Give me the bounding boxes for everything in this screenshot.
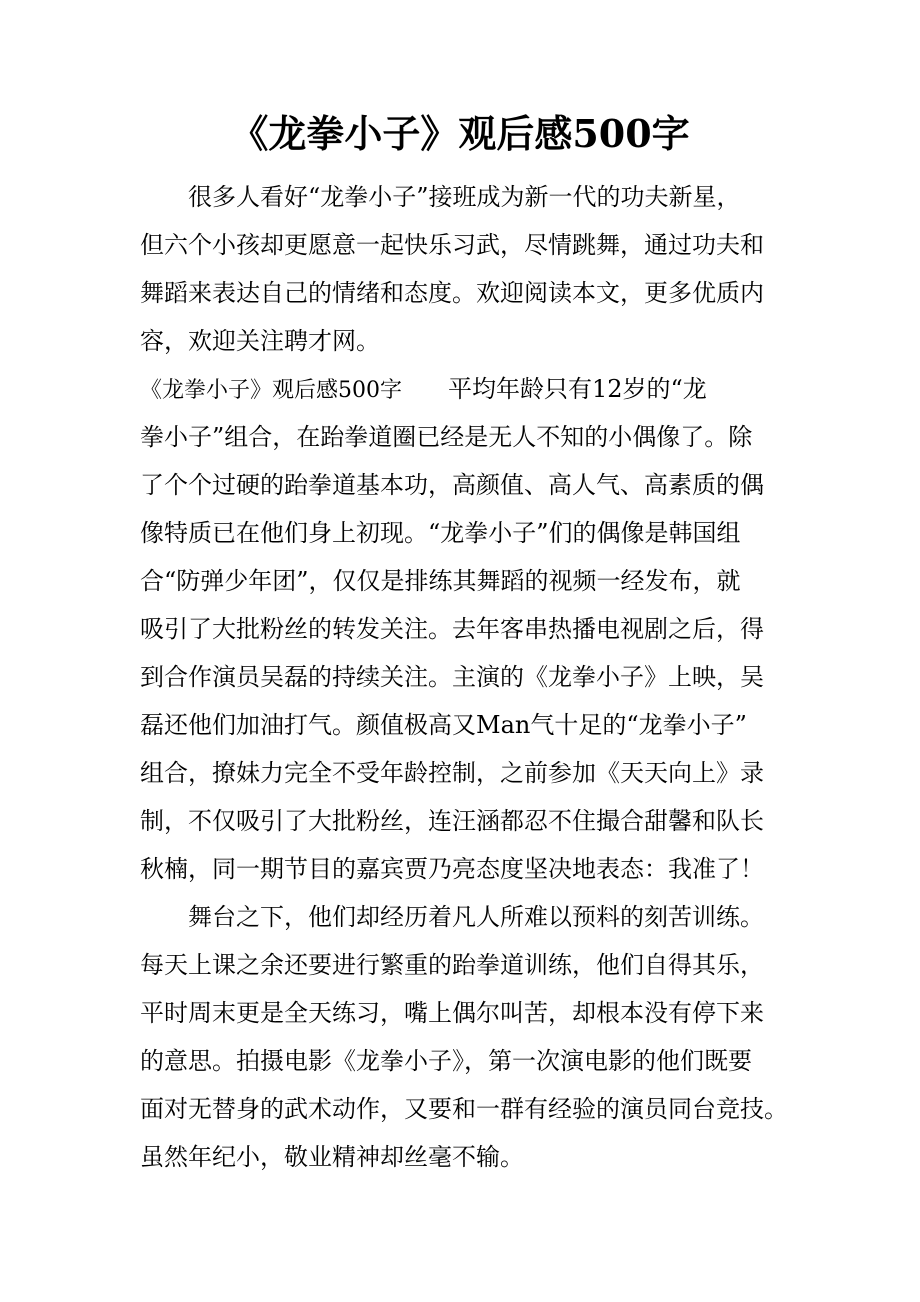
page-title: 《龙拳小子》观后感500字 — [230, 111, 690, 156]
paragraph-line: 虽然年纪小，敬业精神却丝毫不输。 — [140, 1143, 524, 1171]
inline-subtitle: 《龙拳小子》观后感500字 — [140, 378, 402, 403]
paragraph-line: 平时周末更是全天练习，嘴上偶尔叫苦，却根本没有停下来 — [140, 999, 764, 1027]
paragraph-line: 了个个过硬的跆拳道基本功，高颜值、高人气、高素质的偶 — [140, 471, 764, 499]
paragraph-text: 平均年龄只有12岁的“龙 — [448, 375, 707, 403]
paragraph-line-with-subtitle — [140, 374, 800, 406]
paragraph-line: 到合作演员吴磊的持续关注。主演的《龙拳小子》上映，吴 — [140, 663, 764, 691]
paragraph-line: 很多人看好“龙拳小子”接班成为新一代的功夫新星， — [188, 183, 741, 211]
paragraph-line: 磊还他们加油打气。颜值极高又Man气十足的“龙拳小子” — [140, 711, 747, 739]
paragraph-line: 像特质已在他们身上初现。“龙拳小子”们的偶像是韩国组 — [140, 519, 741, 547]
paragraph-line: 的意思。拍摄电影《龙拳小子》，第一次演电影的他们既要 — [140, 1047, 752, 1075]
paragraph-line: 面对无替身的武术动作，又要和一群有经验的演员同台竞技。 — [140, 1095, 788, 1123]
paragraph-line: 舞蹈来表达自己的情绪和态度。欢迎阅读本文，更多优质内 — [140, 279, 764, 307]
paragraph-line: 组合，撩妹力完全不受年龄控制，之前参加《天天向上》录 — [140, 759, 764, 787]
paragraph-line: 拳小子”组合，在跆拳道圈已经是无人不知的小偶像了。除 — [140, 423, 753, 451]
paragraph-line: 秋楠，同一期节目的嘉宾贾乃亮态度坚决地表态：我准了！ — [140, 855, 764, 883]
paragraph-line: 容，欢迎关注聘才网。 — [140, 327, 380, 355]
paragraph-line: 合“防弹少年团”，仅仅是排练其舞蹈的视频一经发布，就 — [140, 567, 741, 595]
paragraph-line: 吸引了大批粉丝的转发关注。去年客串热播电视剧之后，得 — [140, 615, 764, 643]
paragraph-line: 舞台之下，他们却经历着凡人所难以预料的刻苦训练。 — [188, 903, 764, 931]
paragraph-line: 但六个小孩却更愿意一起快乐习武，尽情跳舞，通过功夫和 — [140, 231, 764, 259]
paragraph-line: 制，不仅吸引了大批粉丝，连汪涵都忍不住撮合甜馨和队长 — [140, 807, 764, 835]
paragraph-line: 每天上课之余还要进行繁重的跆拳道训练，他们自得其乐， — [140, 951, 764, 979]
